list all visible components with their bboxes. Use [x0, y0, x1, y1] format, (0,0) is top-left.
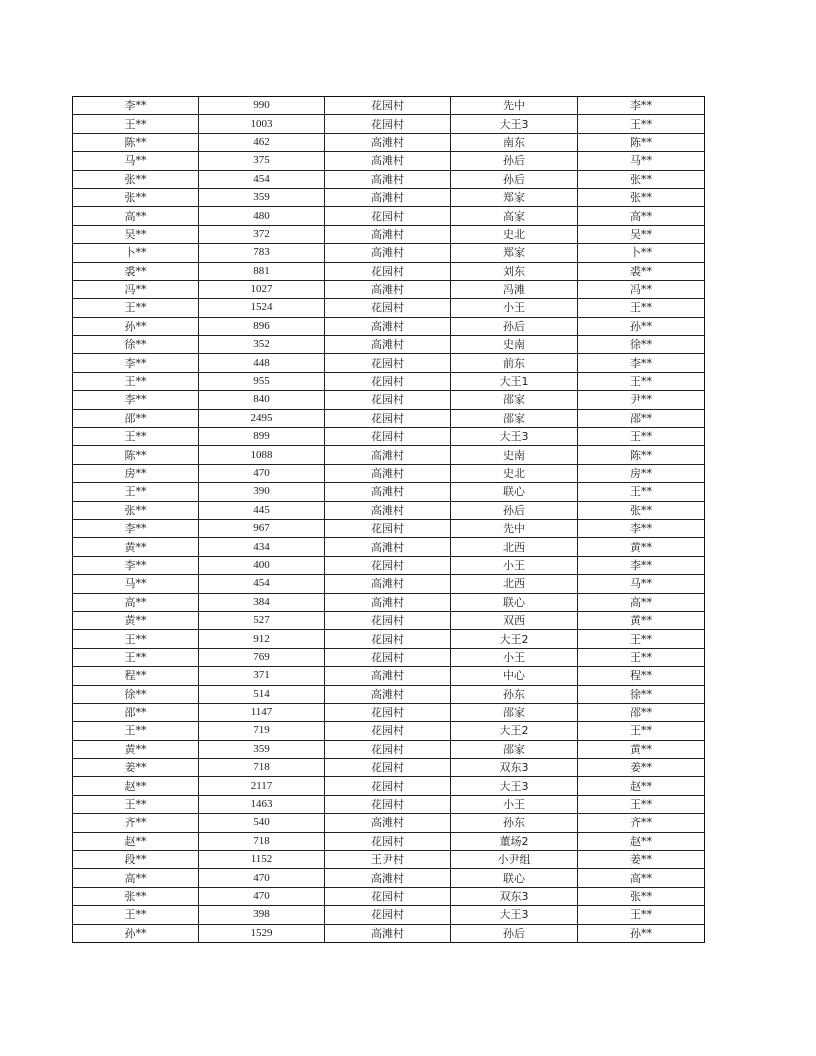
representative-cell: 孙** — [578, 924, 705, 942]
group-cell: 北西 — [451, 575, 578, 593]
table-row — [73, 538, 705, 556]
village-cell: 高滩村 — [325, 446, 451, 464]
group-cell: 冯滩 — [451, 280, 578, 298]
table-row — [73, 428, 705, 446]
name-cell: 黄** — [73, 611, 199, 629]
village-cell: 花园村 — [325, 354, 451, 372]
name-cell: 程** — [73, 667, 199, 685]
amount-cell: 454 — [199, 575, 325, 593]
name-cell: 孙** — [73, 924, 199, 942]
group-cell: 孙后 — [451, 152, 578, 170]
group-cell: 史南 — [451, 446, 578, 464]
village-cell: 高滩村 — [325, 869, 451, 887]
representative-cell: 吴** — [578, 225, 705, 243]
representative-cell: 房** — [578, 464, 705, 482]
representative-cell: 李** — [578, 519, 705, 537]
group-cell: 邵家 — [451, 740, 578, 758]
amount-cell: 990 — [199, 97, 325, 115]
name-cell: 王** — [73, 906, 199, 924]
table-row — [73, 795, 705, 813]
representative-cell: 姜** — [578, 759, 705, 777]
table-row — [73, 244, 705, 262]
village-cell: 花园村 — [325, 611, 451, 629]
group-cell: 邵家 — [451, 391, 578, 409]
name-cell: 齐** — [73, 814, 199, 832]
name-cell: 王** — [73, 483, 199, 501]
village-cell: 花园村 — [325, 906, 451, 924]
village-cell: 花园村 — [325, 207, 451, 225]
amount-cell: 375 — [199, 152, 325, 170]
table-row — [73, 170, 705, 188]
village-cell: 花园村 — [325, 115, 451, 133]
representative-cell: 齐** — [578, 814, 705, 832]
village-cell: 花园村 — [325, 372, 451, 390]
amount-cell: 352 — [199, 336, 325, 354]
group-cell: 前东 — [451, 354, 578, 372]
representative-cell: 王** — [578, 428, 705, 446]
name-cell: 徐** — [73, 336, 199, 354]
table-row — [73, 519, 705, 537]
village-cell: 高滩村 — [325, 244, 451, 262]
amount-cell: 400 — [199, 556, 325, 574]
group-cell: 双东3 — [451, 887, 578, 905]
village-cell: 花园村 — [325, 262, 451, 280]
group-cell: 孙后 — [451, 501, 578, 519]
name-cell: 李** — [73, 519, 199, 537]
amount-cell: 359 — [199, 188, 325, 206]
village-cell: 高滩村 — [325, 575, 451, 593]
table-row — [73, 667, 705, 685]
amount-cell: 1003 — [199, 115, 325, 133]
village-cell: 高滩村 — [325, 685, 451, 703]
table-row — [73, 869, 705, 887]
group-cell: 大王3 — [451, 906, 578, 924]
table-row — [73, 575, 705, 593]
name-cell: 陈** — [73, 133, 199, 151]
table-row — [73, 740, 705, 758]
village-cell: 高滩村 — [325, 280, 451, 298]
representative-cell: 张** — [578, 170, 705, 188]
group-cell: 大王2 — [451, 630, 578, 648]
amount-cell: 719 — [199, 722, 325, 740]
amount-cell: 2117 — [199, 777, 325, 795]
representative-cell: 李** — [578, 97, 705, 115]
amount-cell: 1027 — [199, 280, 325, 298]
table-row — [73, 97, 705, 115]
group-cell: 小王 — [451, 299, 578, 317]
name-cell: 段** — [73, 851, 199, 869]
group-cell: 孙东 — [451, 814, 578, 832]
village-cell: 高滩村 — [325, 188, 451, 206]
amount-cell: 1463 — [199, 795, 325, 813]
name-cell: 冯** — [73, 280, 199, 298]
table-row — [73, 593, 705, 611]
representative-cell: 张** — [578, 188, 705, 206]
group-cell: 史北 — [451, 225, 578, 243]
name-cell: 高** — [73, 869, 199, 887]
name-cell: 王** — [73, 372, 199, 390]
table-row — [73, 464, 705, 482]
village-cell: 王尹村 — [325, 851, 451, 869]
group-cell: 史北 — [451, 464, 578, 482]
table-row — [73, 648, 705, 666]
table-row — [73, 832, 705, 850]
amount-cell: 783 — [199, 244, 325, 262]
name-cell: 房** — [73, 464, 199, 482]
representative-cell: 王** — [578, 906, 705, 924]
village-cell: 高滩村 — [325, 814, 451, 832]
table-row — [73, 703, 705, 721]
table-row — [73, 446, 705, 464]
group-cell: 小王 — [451, 795, 578, 813]
table-row — [73, 611, 705, 629]
group-cell: 双西 — [451, 611, 578, 629]
village-cell: 高滩村 — [325, 170, 451, 188]
representative-cell: 马** — [578, 152, 705, 170]
group-cell: 邵家 — [451, 409, 578, 427]
representative-cell: 姜** — [578, 851, 705, 869]
representative-cell: 李** — [578, 354, 705, 372]
table-row — [73, 851, 705, 869]
representative-cell: 黄** — [578, 611, 705, 629]
representative-cell: 陈** — [578, 446, 705, 464]
name-cell: 李** — [73, 97, 199, 115]
name-cell: 张** — [73, 188, 199, 206]
name-cell: 邵** — [73, 703, 199, 721]
group-cell: 小王 — [451, 556, 578, 574]
village-cell: 高滩村 — [325, 133, 451, 151]
name-cell: 王** — [73, 630, 199, 648]
group-cell: 小王 — [451, 648, 578, 666]
representative-cell: 马** — [578, 575, 705, 593]
group-cell: 大王3 — [451, 115, 578, 133]
representative-cell: 张** — [578, 501, 705, 519]
village-cell: 花园村 — [325, 740, 451, 758]
village-cell: 花园村 — [325, 97, 451, 115]
table-row — [73, 630, 705, 648]
name-cell: 黄** — [73, 740, 199, 758]
amount-cell: 390 — [199, 483, 325, 501]
group-cell: 董场2 — [451, 832, 578, 850]
table-row — [73, 354, 705, 372]
village-cell: 花园村 — [325, 556, 451, 574]
village-cell: 花园村 — [325, 391, 451, 409]
name-cell: 卜** — [73, 244, 199, 262]
amount-cell: 955 — [199, 372, 325, 390]
representative-cell: 王** — [578, 299, 705, 317]
representative-cell: 黄** — [578, 538, 705, 556]
representative-cell: 黄** — [578, 740, 705, 758]
representative-cell: 孙** — [578, 317, 705, 335]
group-cell: 双东3 — [451, 759, 578, 777]
amount-cell: 540 — [199, 814, 325, 832]
table-row — [73, 501, 705, 519]
amount-cell: 371 — [199, 667, 325, 685]
representative-cell: 高** — [578, 207, 705, 225]
group-cell: 联心 — [451, 869, 578, 887]
amount-cell: 359 — [199, 740, 325, 758]
name-cell: 赵** — [73, 832, 199, 850]
table-row — [73, 280, 705, 298]
group-cell: 联心 — [451, 593, 578, 611]
representative-cell: 高** — [578, 593, 705, 611]
group-cell: 大王3 — [451, 428, 578, 446]
amount-cell: 398 — [199, 906, 325, 924]
group-cell: 大王2 — [451, 722, 578, 740]
group-cell: 小尹组 — [451, 851, 578, 869]
village-cell: 高滩村 — [325, 924, 451, 942]
representative-cell: 王** — [578, 483, 705, 501]
name-cell: 李** — [73, 391, 199, 409]
amount-cell: 470 — [199, 869, 325, 887]
group-cell: 郑家 — [451, 188, 578, 206]
table-row — [73, 115, 705, 133]
amount-cell: 480 — [199, 207, 325, 225]
amount-cell: 1147 — [199, 703, 325, 721]
group-cell: 先中 — [451, 519, 578, 537]
name-cell: 王** — [73, 648, 199, 666]
representative-cell: 裘** — [578, 262, 705, 280]
amount-cell: 899 — [199, 428, 325, 446]
village-cell: 高滩村 — [325, 593, 451, 611]
table-row — [73, 391, 705, 409]
representative-cell: 邵** — [578, 703, 705, 721]
village-cell: 高滩村 — [325, 483, 451, 501]
group-cell: 北西 — [451, 538, 578, 556]
table-row — [73, 317, 705, 335]
village-cell: 花园村 — [325, 428, 451, 446]
amount-cell: 448 — [199, 354, 325, 372]
village-cell: 花园村 — [325, 630, 451, 648]
group-cell: 郑家 — [451, 244, 578, 262]
table-row — [73, 225, 705, 243]
amount-cell: 840 — [199, 391, 325, 409]
name-cell: 孙** — [73, 317, 199, 335]
table-body — [73, 97, 705, 943]
village-cell: 高滩村 — [325, 538, 451, 556]
village-cell: 花园村 — [325, 759, 451, 777]
amount-cell: 372 — [199, 225, 325, 243]
name-cell: 李** — [73, 354, 199, 372]
name-cell: 赵** — [73, 777, 199, 795]
group-cell: 大王3 — [451, 777, 578, 795]
name-cell: 张** — [73, 501, 199, 519]
amount-cell: 967 — [199, 519, 325, 537]
village-cell: 花园村 — [325, 299, 451, 317]
table-row — [73, 556, 705, 574]
table-row — [73, 299, 705, 317]
table-row — [73, 924, 705, 942]
group-cell: 联心 — [451, 483, 578, 501]
representative-cell: 王** — [578, 795, 705, 813]
table-row — [73, 207, 705, 225]
name-cell: 高** — [73, 207, 199, 225]
name-cell: 王** — [73, 428, 199, 446]
amount-cell: 462 — [199, 133, 325, 151]
village-cell: 花园村 — [325, 887, 451, 905]
representative-cell: 赵** — [578, 777, 705, 795]
amount-cell: 1529 — [199, 924, 325, 942]
representative-cell: 王** — [578, 722, 705, 740]
amount-cell: 769 — [199, 648, 325, 666]
amount-cell: 718 — [199, 759, 325, 777]
group-cell: 刘东 — [451, 262, 578, 280]
village-cell: 高滩村 — [325, 667, 451, 685]
representative-cell: 陈** — [578, 133, 705, 151]
group-cell: 孙后 — [451, 170, 578, 188]
name-cell: 姜** — [73, 759, 199, 777]
representative-cell: 高** — [578, 869, 705, 887]
village-cell: 高滩村 — [325, 152, 451, 170]
name-cell: 高** — [73, 593, 199, 611]
name-cell: 马** — [73, 152, 199, 170]
representative-cell: 冯** — [578, 280, 705, 298]
table-row — [73, 887, 705, 905]
table-row — [73, 409, 705, 427]
village-cell: 高滩村 — [325, 501, 451, 519]
name-cell: 王** — [73, 115, 199, 133]
amount-cell: 2495 — [199, 409, 325, 427]
table-row — [73, 483, 705, 501]
village-cell: 花园村 — [325, 777, 451, 795]
group-cell: 史南 — [451, 336, 578, 354]
name-cell: 邵** — [73, 409, 199, 427]
table-row — [73, 814, 705, 832]
amount-cell: 454 — [199, 170, 325, 188]
representative-cell: 张** — [578, 887, 705, 905]
representative-cell: 王** — [578, 648, 705, 666]
table-row — [73, 152, 705, 170]
group-cell: 南东 — [451, 133, 578, 151]
name-cell: 徐** — [73, 685, 199, 703]
village-cell: 花园村 — [325, 832, 451, 850]
table-row — [73, 777, 705, 795]
village-cell: 花园村 — [325, 722, 451, 740]
representative-cell: 徐** — [578, 685, 705, 703]
table-row — [73, 188, 705, 206]
amount-cell: 470 — [199, 887, 325, 905]
group-cell: 孙后 — [451, 317, 578, 335]
table-row — [73, 685, 705, 703]
name-cell: 王** — [73, 299, 199, 317]
amount-cell: 514 — [199, 685, 325, 703]
amount-cell: 912 — [199, 630, 325, 648]
table-row — [73, 262, 705, 280]
table-row — [73, 722, 705, 740]
group-cell: 孙东 — [451, 685, 578, 703]
data-table — [72, 96, 705, 943]
group-cell: 孙后 — [451, 924, 578, 942]
village-cell: 高滩村 — [325, 225, 451, 243]
village-cell: 花园村 — [325, 703, 451, 721]
table-row — [73, 906, 705, 924]
representative-cell: 赵** — [578, 832, 705, 850]
representative-cell: 李** — [578, 556, 705, 574]
village-cell: 高滩村 — [325, 464, 451, 482]
name-cell: 裘** — [73, 262, 199, 280]
table-row — [73, 133, 705, 151]
amount-cell: 881 — [199, 262, 325, 280]
representative-cell: 王** — [578, 372, 705, 390]
name-cell: 王** — [73, 722, 199, 740]
name-cell: 马** — [73, 575, 199, 593]
group-cell: 邵家 — [451, 703, 578, 721]
amount-cell: 384 — [199, 593, 325, 611]
amount-cell: 470 — [199, 464, 325, 482]
table-row — [73, 336, 705, 354]
village-cell: 花园村 — [325, 795, 451, 813]
amount-cell: 718 — [199, 832, 325, 850]
table-row — [73, 759, 705, 777]
representative-cell: 程** — [578, 667, 705, 685]
name-cell: 李** — [73, 556, 199, 574]
name-cell: 张** — [73, 170, 199, 188]
village-cell: 花园村 — [325, 648, 451, 666]
village-cell: 高滩村 — [325, 336, 451, 354]
village-cell: 花园村 — [325, 519, 451, 537]
amount-cell: 896 — [199, 317, 325, 335]
amount-cell: 445 — [199, 501, 325, 519]
representative-cell: 尹** — [578, 391, 705, 409]
table-row — [73, 372, 705, 390]
group-cell: 先中 — [451, 97, 578, 115]
name-cell: 吴** — [73, 225, 199, 243]
village-cell: 高滩村 — [325, 317, 451, 335]
group-cell: 中心 — [451, 667, 578, 685]
amount-cell: 1088 — [199, 446, 325, 464]
representative-cell: 卜** — [578, 244, 705, 262]
representative-cell: 徐** — [578, 336, 705, 354]
name-cell: 陈** — [73, 446, 199, 464]
representative-cell: 邵** — [578, 409, 705, 427]
amount-cell: 434 — [199, 538, 325, 556]
amount-cell: 1524 — [199, 299, 325, 317]
representative-cell: 王** — [578, 115, 705, 133]
representative-cell: 王** — [578, 630, 705, 648]
amount-cell: 527 — [199, 611, 325, 629]
name-cell: 王** — [73, 795, 199, 813]
group-cell: 大王1 — [451, 372, 578, 390]
amount-cell: 1152 — [199, 851, 325, 869]
name-cell: 黄** — [73, 538, 199, 556]
village-cell: 花园村 — [325, 409, 451, 427]
group-cell: 高家 — [451, 207, 578, 225]
name-cell: 张** — [73, 887, 199, 905]
